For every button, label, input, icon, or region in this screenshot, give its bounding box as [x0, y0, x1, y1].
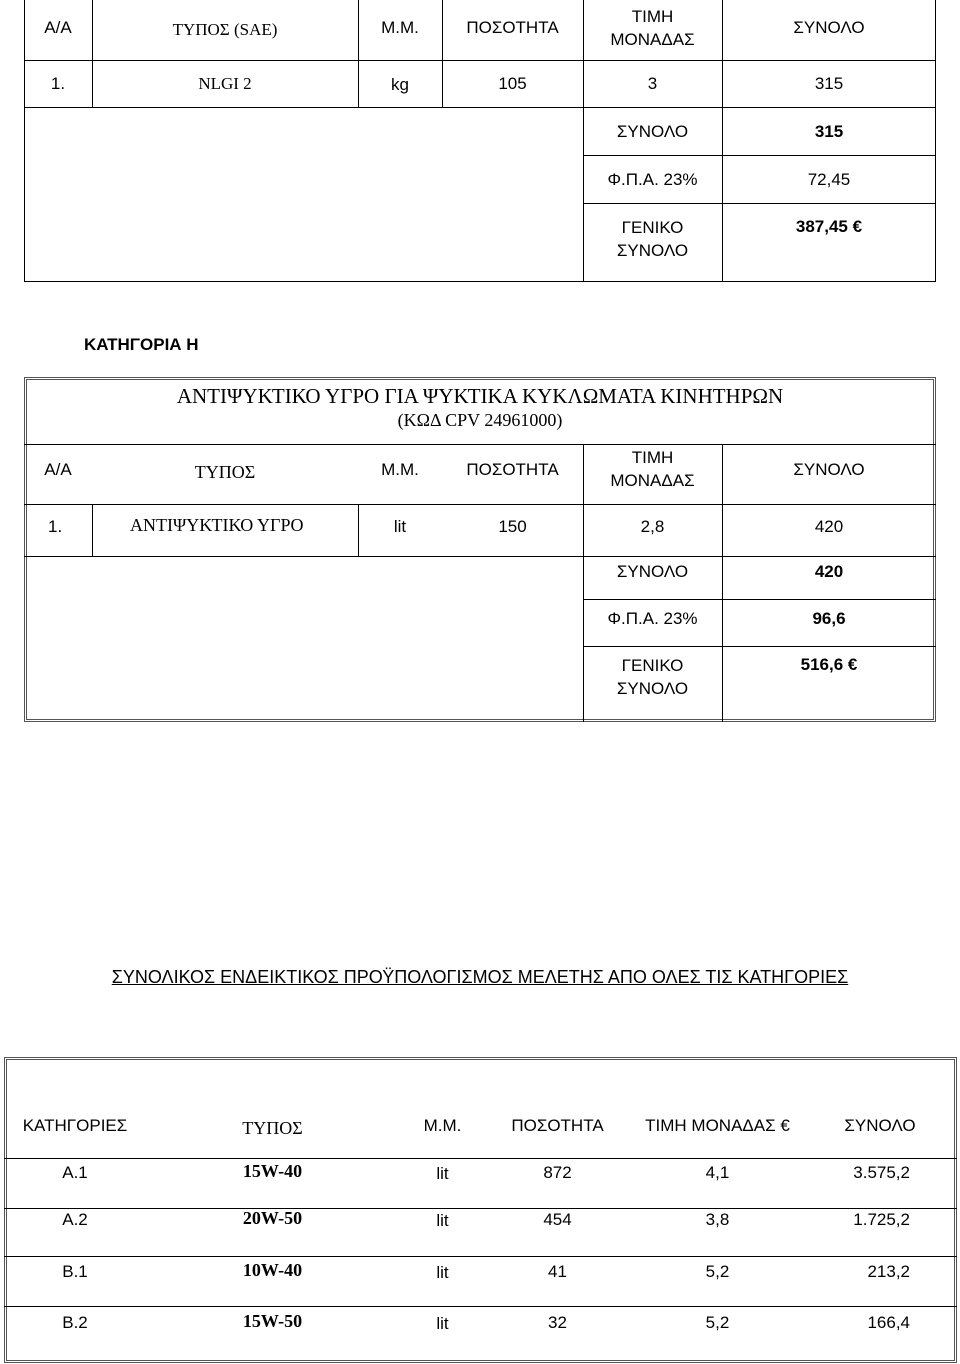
cell-price: 3,8 — [705, 1210, 730, 1229]
summary-divider — [4, 1306, 957, 1307]
table-2-divider — [24, 556, 936, 557]
cell-mm: lit — [436, 1314, 449, 1333]
grand-total-label-line-2: ΣΥΝΟΛΟ — [616, 679, 689, 698]
cell-mm: lit — [436, 1263, 449, 1282]
row-price: 3 — [647, 74, 658, 93]
cell-category: Β.2 — [62, 1313, 88, 1332]
cell-total: 3.575,2 — [853, 1163, 910, 1182]
grand-total-label — [583, 216, 722, 262]
header-category: ΚΑΤΗΓΟΡΙΕΣ — [22, 1116, 128, 1135]
header-type: ΤΥΠΟΣ — [242, 1118, 303, 1138]
row-total: 315 — [814, 74, 844, 93]
grand-total-amount: 387,45 — [795, 217, 848, 236]
cell-type: 15W-50 — [242, 1311, 303, 1331]
grand-total-label-line-1: ΓΕΝΙΚΟ — [621, 218, 684, 237]
cell-qty: 32 — [548, 1313, 567, 1332]
header-unit-price-line-2: ΜΟΝΑΔΑΣ — [610, 30, 695, 49]
grand-total-value — [722, 216, 936, 238]
header-total: ΣΥΝΟΛΟ — [844, 1116, 916, 1135]
header-mm: Μ.Μ. — [423, 1116, 462, 1135]
header-mm: Μ.Μ. — [381, 460, 419, 479]
table-1-divider — [24, 60, 936, 61]
cell-price: 5,2 — [705, 1262, 730, 1281]
grand-total-label-line-1: ΓΕΝΙΚΟ — [621, 656, 684, 675]
header-aa: Α/Α — [44, 460, 72, 479]
table-2-divider — [24, 444, 936, 445]
cell-type: 10W-40 — [242, 1260, 303, 1280]
category-heading: ΚΑΤΗΓΟΡΙΑ Η — [84, 335, 199, 354]
header-qty: ΠΟΣΟΤΗΤΑ — [511, 1116, 604, 1135]
table-1-divider — [24, 107, 936, 108]
euro-icon: € — [847, 655, 858, 674]
cell-type: 15W-40 — [242, 1161, 303, 1181]
header-aa: Α/Α — [44, 18, 72, 37]
row-qty: 150 — [498, 517, 527, 536]
summary-heading: ΣΥΝΟΛΙΚΟΣ ΕΝΔΕΙΚΤΙΚΟΣ ΠΡΟΫΠΟΛΟΓΙΣΜΟΣ ΜΕΛΕΤΗΣ ΑΠΟ ΟΛΕΣ ΤΙΣ ΚΑΤΗΓΟΡΙΕΣ — [111, 967, 849, 987]
table-2-title: ΑΝΤΙΨΥΚΤΙΚΟ ΥΓΡΟ ΓΙΑ ΨΥΚΤΙΚΑ ΚΥΚΛΩΜΑΤΑ ΚΙΝΗΤΗΡΩΝ — [176, 384, 784, 408]
header-unit-price-line-1: ΤΙΜΗ — [631, 448, 674, 467]
row-qty: 105 — [498, 74, 527, 93]
table-2-divider — [583, 599, 936, 600]
table-1-divider — [583, 203, 936, 204]
table-2-subtitle: (ΚΩΔ CPV 24961000) — [397, 410, 563, 430]
header-type: ΤΥΠΟΣ (SAE) — [172, 20, 278, 39]
grand-total-label — [583, 654, 722, 700]
sum-value: 315 — [814, 122, 844, 141]
header-unit-price-line-2: ΜΟΝΑΔΑΣ — [610, 471, 695, 490]
cell-mm: lit — [436, 1164, 449, 1183]
sum-value: 420 — [814, 562, 844, 581]
cell-qty: 454 — [543, 1210, 572, 1229]
summary-divider — [4, 1158, 957, 1159]
header-unit-price-label: ΤΙΜΗ ΜΟΝΑΔΑΣ — [645, 1116, 776, 1135]
vat-value: 72,45 — [807, 170, 851, 189]
header-unit-price — [630, 1115, 805, 1137]
vat-label: Φ.Π.Α. 23% — [607, 609, 698, 628]
grand-total-value — [722, 654, 936, 676]
cell-category: Α.2 — [62, 1210, 88, 1229]
table-1-divider — [583, 155, 936, 156]
cell-type: 20W-50 — [242, 1208, 303, 1228]
cell-total: 213,2 — [867, 1262, 910, 1281]
header-qty: ΠΟΣΟΤΗΤΑ — [466, 460, 559, 479]
row-price: 2,8 — [640, 517, 665, 536]
table-2-divider — [92, 504, 93, 556]
cell-total: 1.725,2 — [853, 1210, 910, 1229]
row-aa: 1. — [48, 517, 63, 536]
row-mm: kg — [391, 75, 409, 94]
sum-label: ΣΥΝΟΛΟ — [616, 122, 689, 141]
summary-divider — [4, 1256, 957, 1257]
table-2-divider — [24, 504, 936, 505]
cell-price: 5,2 — [705, 1313, 730, 1332]
vat-label: Φ.Π.Α. 23% — [607, 170, 698, 189]
grand-total-label-line-2: ΣΥΝΟΛΟ — [616, 241, 689, 260]
euro-icon: € — [852, 217, 863, 236]
row-aa: 1. — [50, 74, 66, 93]
header-qty: ΠΟΣΟΤΗΤΑ — [466, 18, 559, 37]
grand-total-amount: 516,6 — [800, 655, 844, 674]
header-unit-price — [583, 446, 722, 492]
header-total: ΣΥΝΟΛΟ — [793, 18, 865, 37]
row-total: 420 — [814, 517, 844, 536]
header-total: ΣΥΝΟΛΟ — [793, 460, 865, 479]
cell-total: 166,4 — [867, 1313, 910, 1332]
header-unit-price — [583, 5, 722, 51]
cell-qty: 872 — [543, 1163, 572, 1182]
vat-value: 96,6 — [812, 609, 846, 628]
row-type: ΑΝΤΙΨΥΚΤΙΚΟ ΥΓΡΟ — [130, 515, 304, 535]
table-2-divider — [722, 444, 723, 722]
sum-label: ΣΥΝΟΛΟ — [616, 562, 689, 581]
row-type: NLGI 2 — [198, 74, 252, 93]
cell-qty: 41 — [548, 1262, 567, 1281]
row-mm: lit — [393, 517, 407, 536]
cell-category: Β.1 — [62, 1262, 88, 1281]
header-type: ΤΥΠΟΣ — [194, 462, 256, 482]
header-mm: Μ.Μ. — [381, 18, 419, 37]
euro-icon: € — [780, 1116, 790, 1135]
table-2-divider — [583, 646, 936, 647]
cell-category: Α.1 — [62, 1163, 88, 1182]
cell-mm: lit — [436, 1211, 449, 1230]
header-unit-price-line-1: ΤΙΜΗ — [631, 7, 674, 26]
cell-price: 4,1 — [705, 1163, 730, 1182]
